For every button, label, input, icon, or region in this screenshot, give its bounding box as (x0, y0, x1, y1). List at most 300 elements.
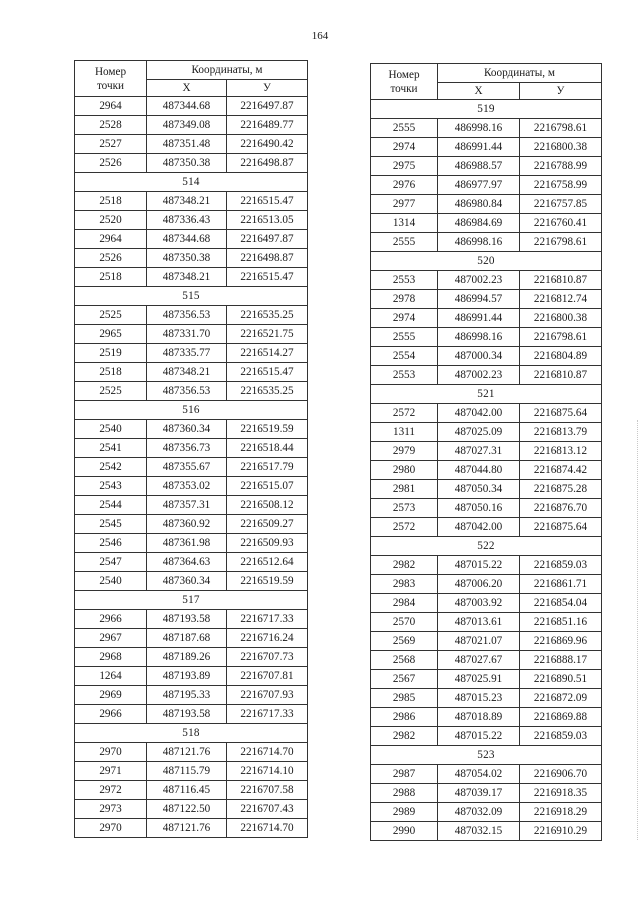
point-number-cell: 2967 (75, 629, 147, 648)
point-number-cell: 2982 (371, 727, 438, 746)
point-number-cell: 2982 (371, 556, 438, 575)
point-number-cell: 2986 (371, 708, 438, 727)
x-coordinate-cell: 487115.79 (147, 762, 227, 781)
object-number: 514 (75, 173, 308, 192)
point-number-header-line2: точки (390, 82, 418, 95)
y-coordinate-cell: 2216810.87 (520, 271, 602, 290)
x-coordinate-cell: 487348.21 (147, 192, 227, 211)
y-coordinate-cell: 2216519.59 (227, 572, 308, 591)
table-row (371, 138, 602, 157)
y-coordinate-cell: 2216509.27 (227, 515, 308, 534)
table-row (75, 192, 308, 211)
y-coordinate-cell: 2216519.59 (227, 420, 308, 439)
x-coordinate-cell: 487361.98 (147, 534, 227, 553)
table-row (371, 461, 602, 480)
object-number: 517 (75, 591, 308, 610)
object-number: 516 (75, 401, 308, 420)
point-number-header (75, 61, 147, 97)
y-coordinate-cell: 2216515.07 (227, 477, 308, 496)
x-coordinate-cell: 487355.67 (147, 458, 227, 477)
point-number-cell: 2972 (75, 781, 147, 800)
object-number-row (371, 252, 602, 271)
table-row (371, 328, 602, 347)
x-coordinate-cell: 487039.17 (438, 784, 520, 803)
y-coordinate-cell: 2216714.70 (227, 743, 308, 762)
y-coordinate-cell: 2216861.71 (520, 575, 602, 594)
y-coordinate-cell: 2216489.77 (227, 116, 308, 135)
table-row (75, 249, 308, 268)
y-coordinate-cell: 2216875.64 (520, 404, 602, 423)
point-number-cell: 2526 (75, 249, 147, 268)
object-number-row (371, 100, 602, 119)
point-number-cell: 2984 (371, 594, 438, 613)
point-number-header-line2: точки (96, 79, 125, 92)
x-coordinate-cell: 487121.76 (147, 819, 227, 838)
table-row (75, 496, 308, 515)
y-coordinate-cell: 2216716.24 (227, 629, 308, 648)
table-row (75, 515, 308, 534)
point-number-cell: 2570 (371, 613, 438, 632)
y-coordinate-cell: 2216513.05 (227, 211, 308, 230)
y-coordinate-cell: 2216535.25 (227, 306, 308, 325)
table-row (371, 727, 602, 746)
table-row (75, 306, 308, 325)
x-coordinate-cell: 487018.89 (438, 708, 520, 727)
y-coordinate-cell: 2216497.87 (227, 97, 308, 116)
x-coordinate-cell: 487193.89 (147, 667, 227, 686)
x-coordinate-cell: 487050.16 (438, 499, 520, 518)
table-row (371, 613, 602, 632)
table-row (371, 233, 602, 252)
object-number-row (75, 724, 308, 743)
point-number-cell: 2518 (75, 363, 147, 382)
x-coordinate-cell: 487122.50 (147, 800, 227, 819)
y-coordinate-cell: 2216788.99 (520, 157, 602, 176)
table-row (75, 116, 308, 135)
table-row (75, 705, 308, 724)
point-number-cell: 1314 (371, 214, 438, 233)
point-number-cell: 2983 (371, 575, 438, 594)
point-number-cell: 2966 (75, 610, 147, 629)
object-number-row (75, 287, 308, 306)
y-coordinate-cell: 2216521.75 (227, 325, 308, 344)
x-coordinate-cell: 487000.34 (438, 347, 520, 366)
y-coordinate-cell: 2216798.61 (520, 233, 602, 252)
table-row (75, 211, 308, 230)
x-coordinate-cell: 486988.57 (438, 157, 520, 176)
y-coordinate-cell: 2216869.88 (520, 708, 602, 727)
point-number-cell: 2978 (371, 290, 438, 309)
point-number-cell: 2572 (371, 404, 438, 423)
x-coordinate-cell: 487331.70 (147, 325, 227, 344)
table-row (75, 420, 308, 439)
table-row (75, 135, 308, 154)
y-coordinate-cell: 2216918.35 (520, 784, 602, 803)
x-coordinate-cell: 487121.76 (147, 743, 227, 762)
point-number-cell: 2540 (75, 572, 147, 591)
y-coordinate-cell: 2216508.12 (227, 496, 308, 515)
point-number-cell: 2568 (371, 651, 438, 670)
object-number: 518 (75, 724, 308, 743)
table-header (371, 64, 602, 100)
x-coordinate-cell: 487344.68 (147, 230, 227, 249)
x-coordinate-cell: 487351.48 (147, 135, 227, 154)
point-number-cell: 2569 (371, 632, 438, 651)
y-coordinate-cell: 2216888.17 (520, 651, 602, 670)
x-coordinate-cell: 486998.16 (438, 233, 520, 252)
table-row (75, 268, 308, 287)
table-row (371, 632, 602, 651)
table-row (371, 651, 602, 670)
table-row (371, 271, 602, 290)
table-row (371, 214, 602, 233)
object-number-row (371, 537, 602, 556)
table-row (75, 743, 308, 762)
object-number-row (75, 401, 308, 420)
table-row (75, 686, 308, 705)
point-number-cell: 2518 (75, 192, 147, 211)
table-row (371, 689, 602, 708)
table-row (75, 572, 308, 591)
y-coordinate-cell: 2216758.99 (520, 176, 602, 195)
point-number-cell: 2555 (371, 233, 438, 252)
scan-edge-marks (634, 420, 638, 840)
table-row (371, 575, 602, 594)
table-row (371, 442, 602, 461)
table-row (75, 762, 308, 781)
y-coordinate-cell: 2216859.03 (520, 727, 602, 746)
point-number-cell: 2554 (371, 347, 438, 366)
y-coordinate-cell: 2216760.41 (520, 214, 602, 233)
page-number: 164 (311, 30, 329, 42)
y-coordinate-cell: 2216859.03 (520, 556, 602, 575)
object-number: 521 (371, 385, 602, 404)
y-coordinate-cell: 2216717.33 (227, 705, 308, 724)
point-number-cell: 2527 (75, 135, 147, 154)
x-coordinate-cell: 487032.09 (438, 803, 520, 822)
point-number-cell: 2974 (371, 309, 438, 328)
point-number-cell: 2989 (371, 803, 438, 822)
x-coordinate-cell: 487360.34 (147, 420, 227, 439)
x-coordinate-cell: 487349.08 (147, 116, 227, 135)
y-coordinate-cell: 2216798.61 (520, 119, 602, 138)
y-coordinate-cell: 2216800.38 (520, 309, 602, 328)
table-row (75, 648, 308, 667)
point-number-cell: 2970 (75, 819, 147, 838)
table-row (75, 439, 308, 458)
y-coordinate-cell: 2216875.64 (520, 518, 602, 537)
x-coordinate-cell: 487350.38 (147, 249, 227, 268)
table-row (75, 154, 308, 173)
x-coordinate-cell: 487032.15 (438, 822, 520, 841)
table-row (75, 800, 308, 819)
x-coordinate-cell: 487054.02 (438, 765, 520, 784)
table-row (75, 458, 308, 477)
x-coordinate-cell: 487021.07 (438, 632, 520, 651)
point-number-cell: 2544 (75, 496, 147, 515)
x-coordinate-cell: 487015.23 (438, 689, 520, 708)
point-number-cell: 2519 (75, 344, 147, 363)
point-number-cell: 2542 (75, 458, 147, 477)
x-coordinate-cell: 487356.53 (147, 306, 227, 325)
object-number: 519 (371, 100, 602, 119)
point-number-cell: 2985 (371, 689, 438, 708)
x-coordinate-cell: 487042.00 (438, 404, 520, 423)
table-row (371, 176, 602, 195)
table-row (371, 195, 602, 214)
y-coordinate-cell: 2216869.96 (520, 632, 602, 651)
table-row (371, 309, 602, 328)
y-coordinate-cell: 2216714.70 (227, 819, 308, 838)
x-coordinate-cell: 487187.68 (147, 629, 227, 648)
table-row (371, 518, 602, 537)
table-row (371, 556, 602, 575)
point-number-cell: 2573 (371, 499, 438, 518)
point-number-cell: 2572 (371, 518, 438, 537)
x-coordinate-cell: 487015.22 (438, 556, 520, 575)
point-number-cell: 1264 (75, 667, 147, 686)
y-coordinate-cell: 2216512.64 (227, 553, 308, 572)
x-coordinate-cell: 486980.84 (438, 195, 520, 214)
y-coordinate-cell: 2216714.10 (227, 762, 308, 781)
x-coordinate-cell: 486998.16 (438, 328, 520, 347)
y-coordinate-cell: 2216872.09 (520, 689, 602, 708)
x-coordinate-cell: 487193.58 (147, 610, 227, 629)
y-coordinate-cell: 2216517.79 (227, 458, 308, 477)
y-coordinate-cell: 2216918.29 (520, 803, 602, 822)
point-number-cell: 2970 (75, 743, 147, 762)
table-row (75, 344, 308, 363)
y-column-header: У (520, 83, 602, 100)
table-body (371, 100, 602, 841)
y-coordinate-cell: 2216515.47 (227, 363, 308, 382)
table-row (75, 97, 308, 116)
x-coordinate-cell: 487006.20 (438, 575, 520, 594)
x-coordinate-cell: 487042.00 (438, 518, 520, 537)
x-coordinate-cell: 486998.16 (438, 119, 520, 138)
point-number-header-line1: Номер (94, 65, 127, 78)
point-number-cell: 2545 (75, 515, 147, 534)
y-coordinate-cell: 2216910.29 (520, 822, 602, 841)
table-row (75, 363, 308, 382)
point-number-cell: 2981 (371, 480, 438, 499)
coordinates-table-right (370, 63, 602, 841)
table-row (75, 819, 308, 838)
y-coordinate-cell: 2216497.87 (227, 230, 308, 249)
x-coordinate-cell: 486991.44 (438, 309, 520, 328)
y-coordinate-cell: 2216812.74 (520, 290, 602, 309)
y-coordinate-cell: 2216800.38 (520, 138, 602, 157)
point-number-cell: 2546 (75, 534, 147, 553)
y-coordinate-cell: 2216804.89 (520, 347, 602, 366)
object-number: 515 (75, 287, 308, 306)
x-coordinate-cell: 487356.53 (147, 382, 227, 401)
point-number-cell: 1311 (371, 423, 438, 442)
point-number-cell: 2541 (75, 439, 147, 458)
x-coordinate-cell: 487027.31 (438, 442, 520, 461)
table-row (371, 765, 602, 784)
table-row (371, 119, 602, 138)
table-row (75, 382, 308, 401)
point-number-cell: 2540 (75, 420, 147, 439)
table-row (371, 594, 602, 613)
y-coordinate-cell: 2216498.87 (227, 249, 308, 268)
x-coordinate-cell: 487348.21 (147, 268, 227, 287)
x-coordinate-cell: 486991.44 (438, 138, 520, 157)
x-coordinate-cell: 487003.92 (438, 594, 520, 613)
table-row (75, 325, 308, 344)
y-coordinate-cell: 2216906.70 (520, 765, 602, 784)
point-number-cell: 2974 (371, 138, 438, 157)
y-coordinate-cell: 2216707.73 (227, 648, 308, 667)
y-coordinate-cell: 2216707.43 (227, 800, 308, 819)
x-column-header: X (147, 80, 227, 97)
table-row (371, 290, 602, 309)
y-coordinate-cell: 2216810.87 (520, 366, 602, 385)
point-number-header-line1: Номер (388, 68, 420, 81)
x-coordinate-cell: 487189.26 (147, 648, 227, 667)
point-number-cell: 2547 (75, 553, 147, 572)
table-row (371, 499, 602, 518)
object-number: 522 (371, 537, 602, 556)
y-coordinate-cell: 2216757.85 (520, 195, 602, 214)
point-number-cell: 2973 (75, 800, 147, 819)
y-coordinate-cell: 2216813.12 (520, 442, 602, 461)
table-row (75, 781, 308, 800)
x-coordinate-cell: 487027.67 (438, 651, 520, 670)
x-coordinate-cell: 487050.34 (438, 480, 520, 499)
point-number-cell: 2526 (75, 154, 147, 173)
y-coordinate-cell: 2216707.81 (227, 667, 308, 686)
object-number: 520 (371, 252, 602, 271)
object-number-row (371, 385, 602, 404)
point-number-cell: 2988 (371, 784, 438, 803)
x-coordinate-cell: 487357.31 (147, 496, 227, 515)
table-row (371, 347, 602, 366)
y-coordinate-cell: 2216514.27 (227, 344, 308, 363)
point-number-cell: 2977 (371, 195, 438, 214)
x-coordinate-cell: 487002.23 (438, 366, 520, 385)
point-number-cell: 2525 (75, 306, 147, 325)
x-coordinate-cell: 487336.43 (147, 211, 227, 230)
point-number-cell: 2964 (75, 97, 147, 116)
table-row (371, 423, 602, 442)
object-number-row (371, 746, 602, 765)
x-coordinate-cell: 487044.80 (438, 461, 520, 480)
x-coordinate-cell: 487360.34 (147, 572, 227, 591)
point-number-cell: 2964 (75, 230, 147, 249)
point-number-cell: 2543 (75, 477, 147, 496)
x-coordinate-cell: 486984.69 (438, 214, 520, 233)
table-row (75, 477, 308, 496)
table-body (75, 97, 308, 838)
y-coordinate-cell: 2216851.16 (520, 613, 602, 632)
point-number-cell: 2553 (371, 271, 438, 290)
y-coordinate-cell: 2216707.58 (227, 781, 308, 800)
point-number-cell: 2520 (75, 211, 147, 230)
point-number-cell: 2968 (75, 648, 147, 667)
x-column-header: X (438, 83, 520, 100)
point-number-cell: 2975 (371, 157, 438, 176)
y-coordinate-cell: 2216515.47 (227, 268, 308, 287)
table-row (371, 822, 602, 841)
point-number-cell: 2567 (371, 670, 438, 689)
y-coordinate-cell: 2216707.93 (227, 686, 308, 705)
x-coordinate-cell: 486994.57 (438, 290, 520, 309)
y-coordinate-cell: 2216515.47 (227, 192, 308, 211)
point-number-cell: 2555 (371, 119, 438, 138)
table-header (75, 61, 308, 97)
point-number-header (371, 64, 438, 100)
y-coordinate-cell: 2216490.42 (227, 135, 308, 154)
table-row (75, 610, 308, 629)
coordinates-header: Координаты, м (438, 64, 602, 83)
coordinates-header: Координаты, м (147, 61, 308, 80)
x-coordinate-cell: 487116.45 (147, 781, 227, 800)
table-row (75, 230, 308, 249)
table-row (371, 404, 602, 423)
table-row (75, 629, 308, 648)
point-number-cell: 2990 (371, 822, 438, 841)
point-number-cell: 2965 (75, 325, 147, 344)
point-number-cell: 2528 (75, 116, 147, 135)
x-coordinate-cell: 487002.23 (438, 271, 520, 290)
y-coordinate-cell: 2216717.33 (227, 610, 308, 629)
table-row (371, 803, 602, 822)
y-column-header: У (227, 80, 308, 97)
x-coordinate-cell: 487344.68 (147, 97, 227, 116)
object-number: 523 (371, 746, 602, 765)
point-number-cell: 2979 (371, 442, 438, 461)
x-coordinate-cell: 486977.97 (438, 176, 520, 195)
y-coordinate-cell: 2216874.42 (520, 461, 602, 480)
y-coordinate-cell: 2216518.44 (227, 439, 308, 458)
point-number-cell: 2518 (75, 268, 147, 287)
x-coordinate-cell: 487360.92 (147, 515, 227, 534)
x-coordinate-cell: 487353.02 (147, 477, 227, 496)
point-number-cell: 2980 (371, 461, 438, 480)
table-row (75, 667, 308, 686)
object-number-row (75, 173, 308, 192)
y-coordinate-cell: 2216798.61 (520, 328, 602, 347)
y-coordinate-cell: 2216498.87 (227, 154, 308, 173)
x-coordinate-cell: 487195.33 (147, 686, 227, 705)
y-coordinate-cell: 2216509.93 (227, 534, 308, 553)
x-coordinate-cell: 487013.61 (438, 613, 520, 632)
y-coordinate-cell: 2216854.04 (520, 594, 602, 613)
table-row (371, 670, 602, 689)
table-row (371, 366, 602, 385)
table-row (75, 534, 308, 553)
x-coordinate-cell: 487025.91 (438, 670, 520, 689)
x-coordinate-cell: 487025.09 (438, 423, 520, 442)
x-coordinate-cell: 487350.38 (147, 154, 227, 173)
object-number-row (75, 591, 308, 610)
x-coordinate-cell: 487364.63 (147, 553, 227, 572)
point-number-cell: 2525 (75, 382, 147, 401)
table-row (371, 157, 602, 176)
y-coordinate-cell: 2216876.70 (520, 499, 602, 518)
point-number-cell: 2971 (75, 762, 147, 781)
table-row (371, 480, 602, 499)
y-coordinate-cell: 2216890.51 (520, 670, 602, 689)
point-number-cell: 2976 (371, 176, 438, 195)
x-coordinate-cell: 487015.22 (438, 727, 520, 746)
point-number-cell: 2966 (75, 705, 147, 724)
table-row (371, 708, 602, 727)
table-row (75, 553, 308, 572)
point-number-cell: 2555 (371, 328, 438, 347)
